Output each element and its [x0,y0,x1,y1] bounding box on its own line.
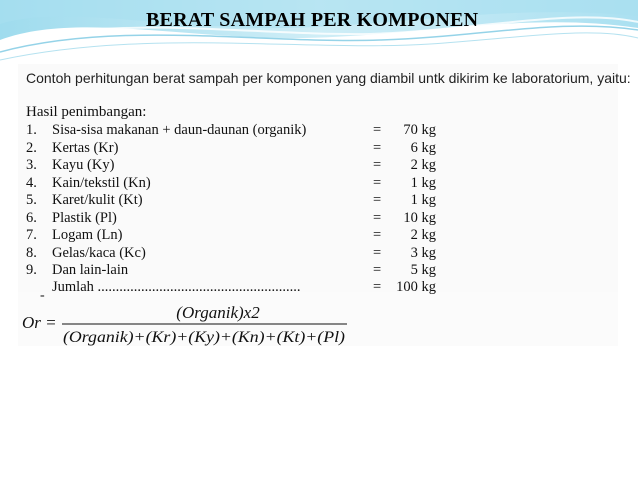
list-item [26,210,446,228]
slide-title: BERAT SAMPAH PER KOMPONEN [146,9,479,31]
item-label: Gelas/kaca (Kc) [52,244,146,261]
item-weight: 1 kg [410,174,436,191]
item-number: 2. [26,139,37,156]
equals-sign: = [373,262,382,278]
equals-sign: = [373,174,382,191]
equals-sign: = [373,279,382,295]
item-weight: 5 kg [410,262,436,278]
item-label: Kayu (Ky) [52,157,115,173]
list-item [26,140,446,158]
item-number: 5. [26,192,37,208]
list-item [26,192,446,210]
equals-sign: = [373,244,382,261]
formula-lhs: Or = [22,313,57,332]
item-label: Dan lain-lain [52,262,129,278]
item-weight: 70 kg [403,122,436,138]
item-number: 3. [26,157,37,173]
item-label: Kertas (Kr) [52,139,119,156]
item-number: 4. [26,174,37,191]
item-weight: 6 kg [410,139,436,156]
item-label: Plastik (Pl) [52,209,117,226]
item-label: Kain/tekstil (Kn) [52,174,151,191]
equals-sign: = [373,122,382,138]
item-label: Sisa-sisa makanan + daun-daunan (organik) [52,122,307,138]
equals-sign: = [373,157,382,173]
list-item [26,122,446,140]
list-item [26,245,446,263]
item-weight: 1 kg [410,192,436,208]
item-weight: 10 kg [403,209,436,226]
total-label: Jumlah ........................................................ [52,279,301,295]
item-number: 7. [26,227,37,243]
equals-sign: = [373,192,382,208]
equals-sign: = [373,139,382,156]
item-number: 1. [26,122,37,138]
item-number: 8. [26,244,37,261]
equals-sign: = [373,227,382,243]
formula-denominator: (Organik)+(Kr)+(Ky)+(Kn)+(Kt)+(Pl) [63,329,345,346]
item-number: 9. [26,262,37,278]
results-heading: Hasil penimbangan: [26,104,147,120]
item-label: Karet/kulit (Kt) [52,192,143,208]
list-item [26,157,446,175]
item-label: Logam (Ln) [52,227,123,243]
equals-sign: = [373,209,382,226]
item-number: 6. [26,209,37,226]
dash-mark: - [40,288,45,303]
total-weight: 100 kg [396,279,436,295]
list-item [26,227,446,245]
item-weight: 2 kg [410,157,436,173]
intro-text: Contoh perhitungan berat sampah per komponen yang diambil untk dikirim ke laboratorium, yaitu: [26,70,631,86]
formula-numerator: (Organik)x2 [176,303,260,322]
formula [22,300,352,346]
list-item [26,262,446,280]
list-item [26,175,446,193]
item-weight: 3 kg [410,244,436,261]
total-row [26,279,446,297]
item-weight: 2 kg [410,227,436,243]
